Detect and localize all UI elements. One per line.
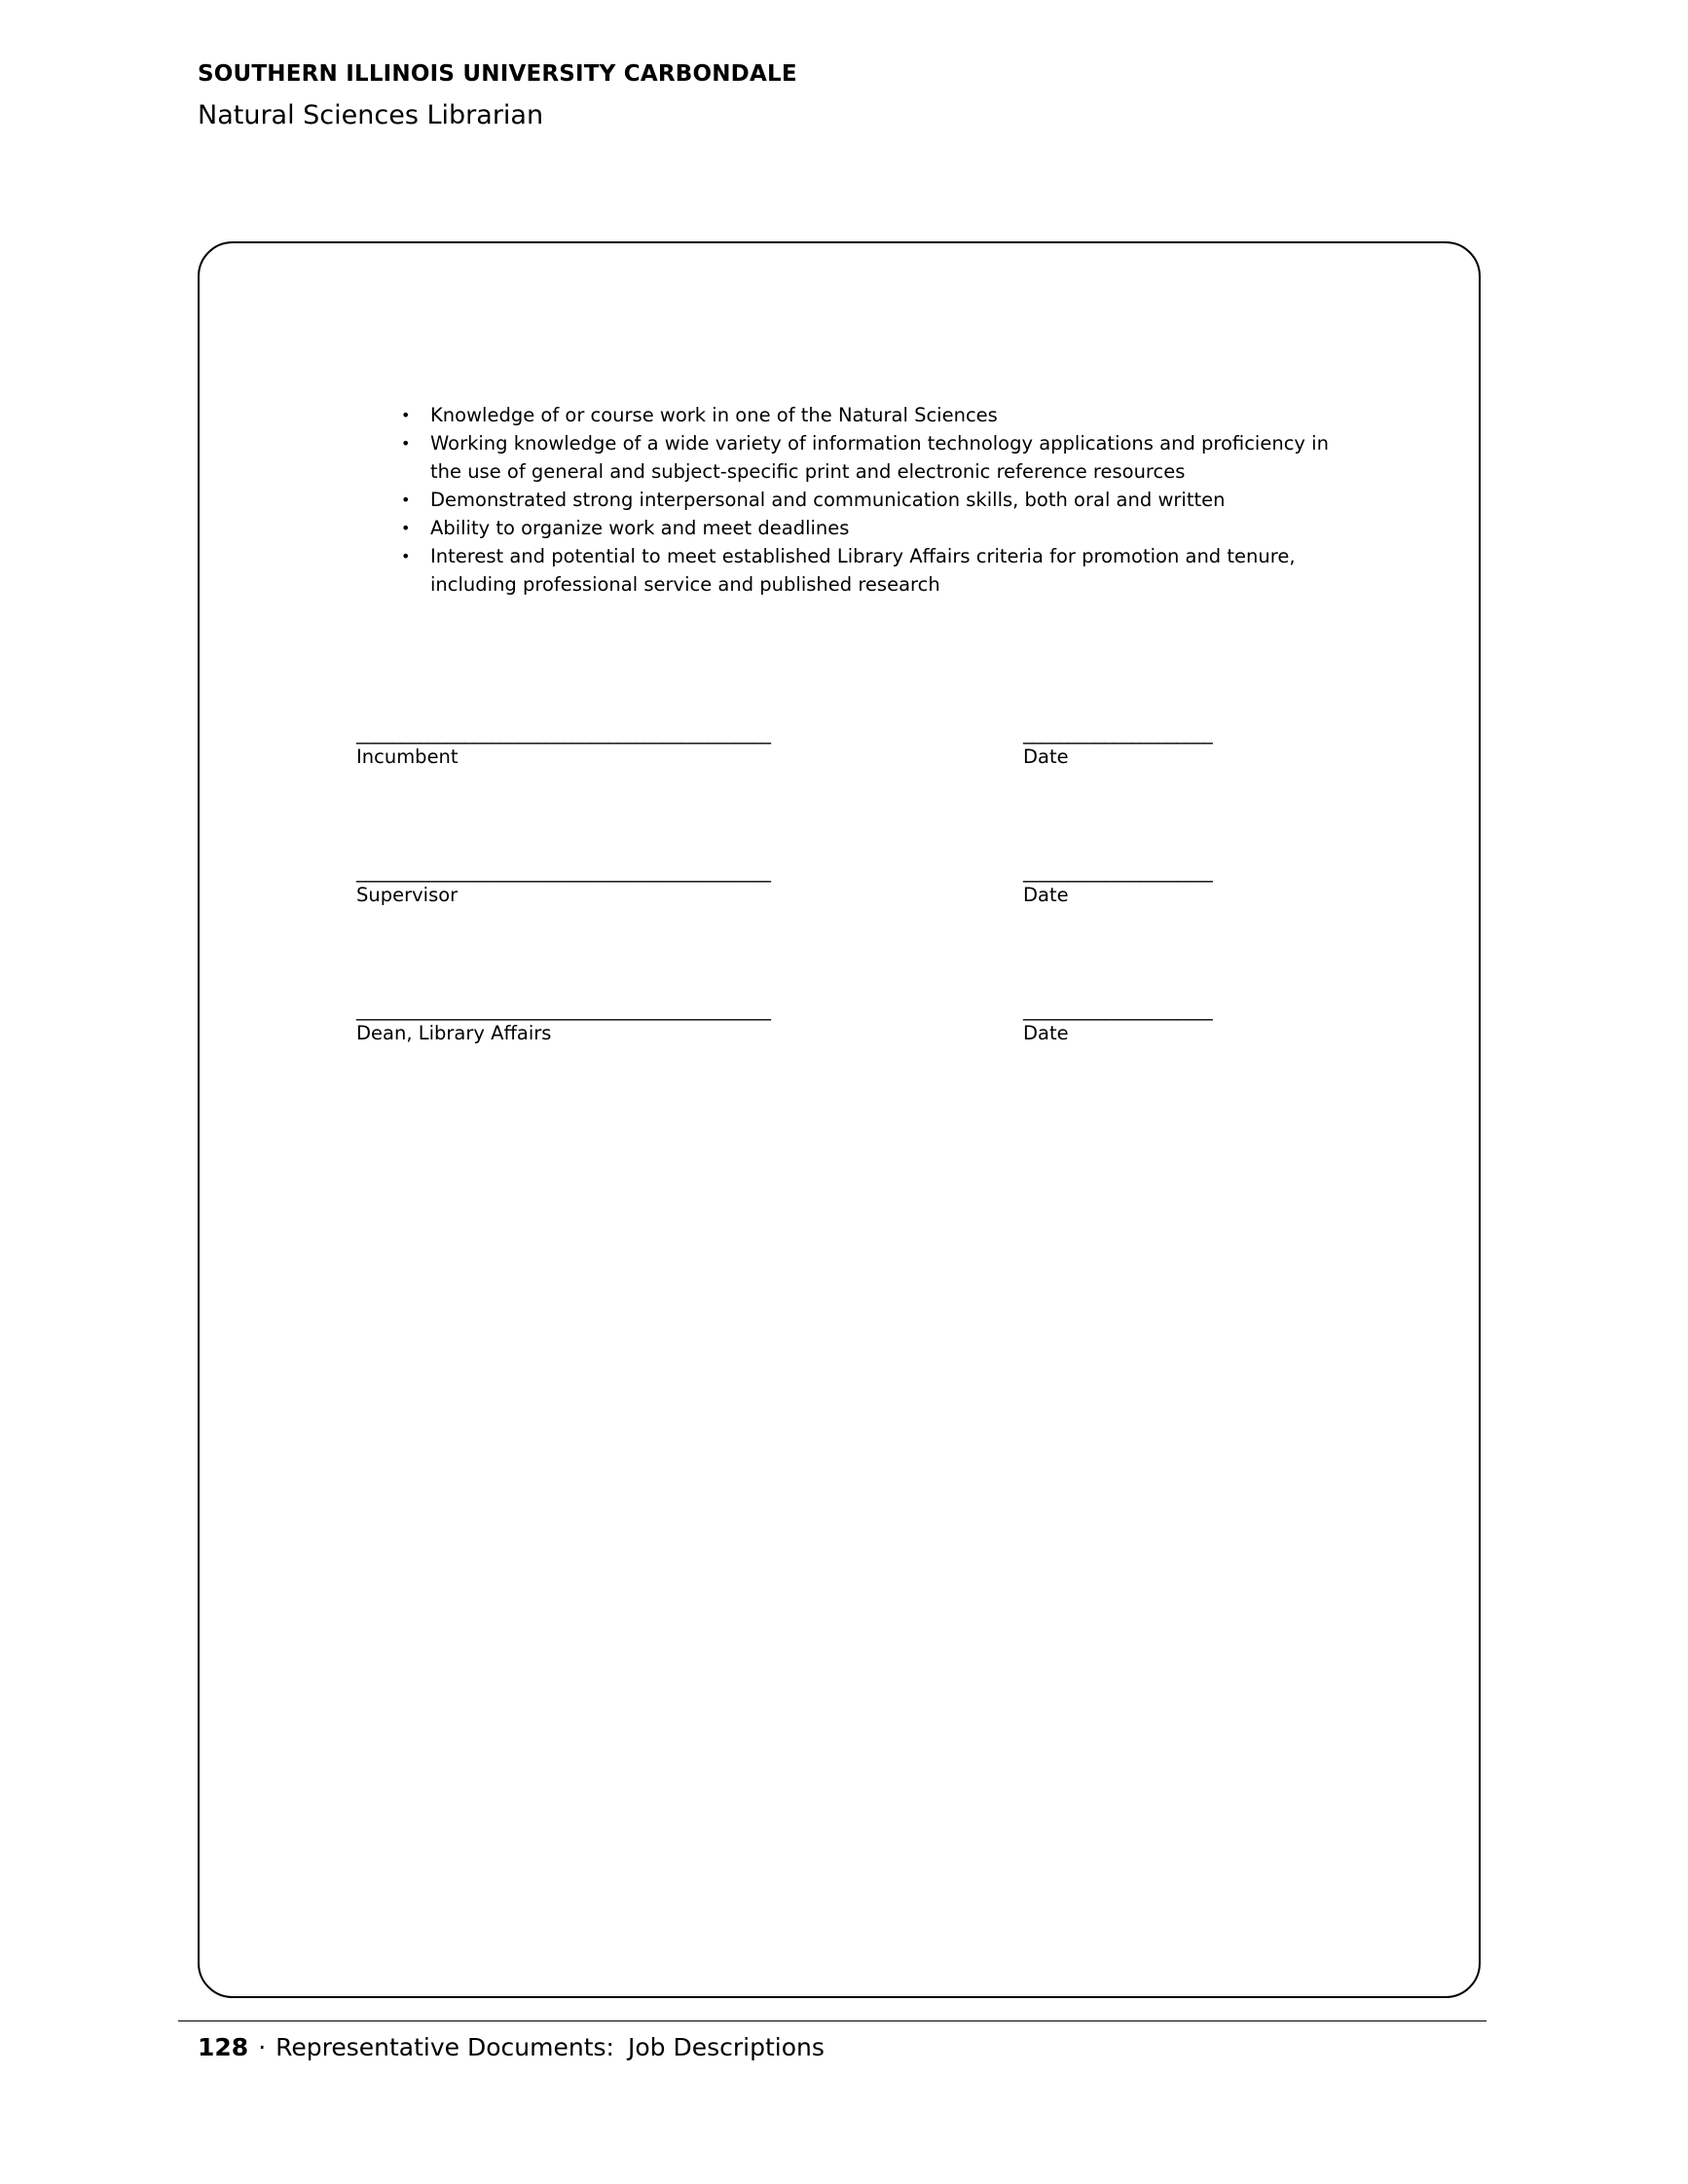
list-item: [397, 429, 1332, 486]
list-item-text: Knowledge of or course work in one of the Natural Sciences: [430, 404, 998, 426]
footer-divider: [178, 2020, 1486, 2021]
date-label: Date: [1023, 1022, 1069, 1044]
footer-separator: ·: [258, 2033, 267, 2061]
bullet-icon: •: [401, 434, 411, 453]
bullet-icon: •: [401, 519, 411, 537]
date-label: Date: [1023, 746, 1069, 768]
bullet-icon: •: [401, 547, 411, 565]
signature-label: Supervisor: [356, 884, 459, 906]
signature-label: Incumbent: [356, 746, 459, 768]
qualifications-list: [397, 401, 1332, 599]
footer-subsection: Job Descriptions: [627, 2033, 825, 2061]
list-item-text: Interest and potential to meet established Library Affairs criteria for promotion and tenure, including professional service and published research: [430, 545, 1296, 596]
signature-block-incumbent: [356, 722, 1330, 790]
list-item: [397, 542, 1332, 599]
footer-section: Representative Documents:: [275, 2033, 614, 2061]
footer: [198, 2033, 825, 2061]
organization-name: SOUTHERN ILLINOIS UNIVERSITY CARBONDALE: [198, 61, 797, 87]
list-item-text: Demonstrated strong interpersonal and communication skills, both oral and written: [430, 489, 1226, 511]
signature-line: ______________________________________________: [356, 999, 771, 1021]
bullet-icon: •: [401, 491, 411, 509]
date-line: _____________________: [1023, 860, 1213, 883]
signature-block-dean: [356, 999, 1330, 1067]
page-number: 128: [198, 2033, 249, 2061]
list-item: [397, 486, 1332, 514]
list-item-text: Working knowledge of a wide variety of information technology applications and proficiency in the use of general and subject-specific print and electronic reference resources: [430, 432, 1329, 483]
date-label: Date: [1023, 884, 1069, 906]
list-item: [397, 514, 1332, 542]
signature-block-supervisor: [356, 860, 1330, 928]
date-line: _____________________: [1023, 999, 1213, 1021]
signature-line: ______________________________________________: [356, 860, 771, 883]
list-item-text: Ability to organize work and meet deadlines: [430, 517, 850, 539]
page-header: [198, 60, 1483, 132]
signature-line: ______________________________________________: [356, 722, 771, 745]
date-line: _____________________: [1023, 722, 1213, 745]
page-title: Natural Sciences Librarian: [198, 99, 544, 130]
list-item: [397, 401, 1332, 429]
bullet-icon: •: [401, 406, 411, 424]
signature-label: Dean, Library Affairs: [356, 1022, 552, 1044]
